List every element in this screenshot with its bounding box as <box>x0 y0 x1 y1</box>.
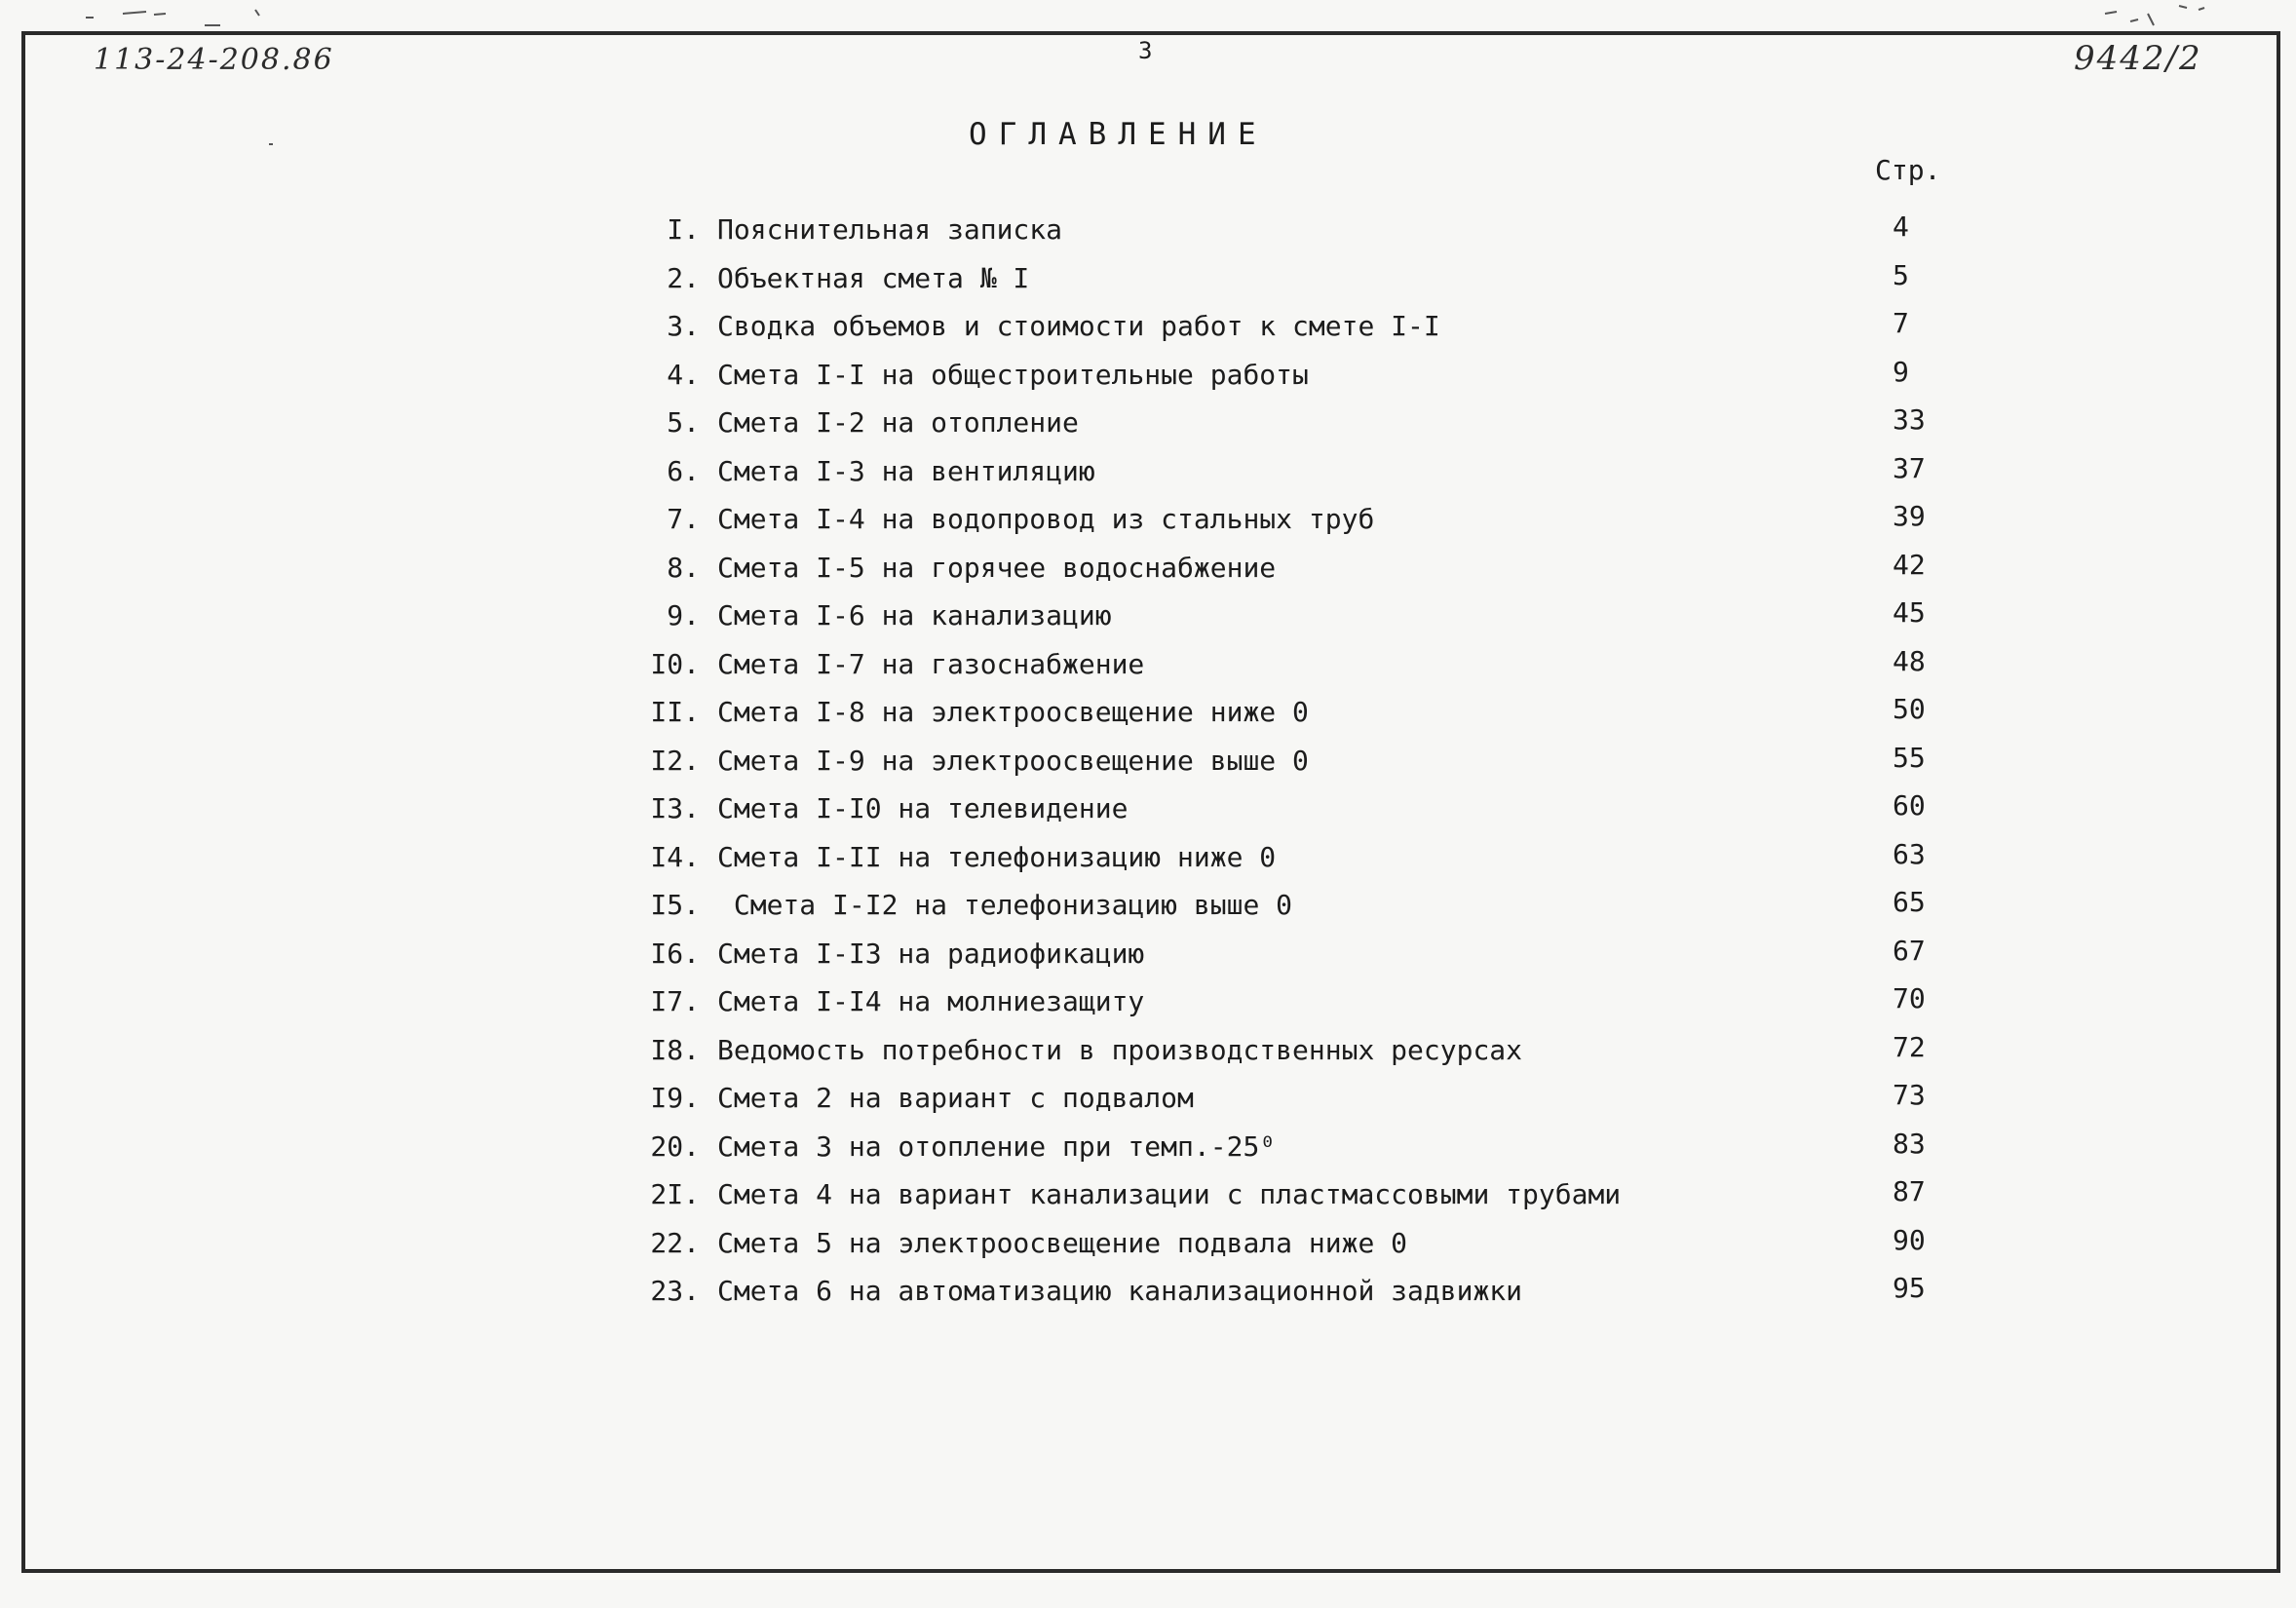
toc-item-page: 60 <box>1893 789 1926 822</box>
page-column-header: Стр. <box>1875 154 1941 186</box>
toc-item-page: 39 <box>1893 500 1926 532</box>
toc-item-number: I7. <box>650 985 700 1017</box>
toc-item-title: Смета I-I3 на радиофикацию <box>717 937 1145 970</box>
toc-row <box>624 1270 1969 1319</box>
toc-row <box>624 402 1969 450</box>
toc-item-title: Смета I-9 на электроосвещение выше 0 <box>717 744 1309 777</box>
toc-item-title: Смета 6 на автоматизацию канализационной задвижки <box>717 1275 1523 1307</box>
toc-row <box>624 354 1969 402</box>
toc-item-page: 42 <box>1893 548 1926 581</box>
toc-item-page: 33 <box>1893 403 1926 436</box>
toc-item-page: 37 <box>1893 451 1926 484</box>
toc-item-number: I3. <box>650 792 700 824</box>
toc-item-number: I. <box>667 213 700 246</box>
toc-row <box>624 933 1969 981</box>
toc-item-number: 2. <box>667 261 700 294</box>
toc-row <box>624 836 1969 885</box>
toc-item-title: Смета 3 на отопление при темп.-25⁰ <box>717 1129 1277 1163</box>
toc-item-page: 90 <box>1893 1223 1926 1256</box>
toc-row <box>624 1077 1969 1126</box>
toc-item-title: Смета 5 на электроосвещение подвала ниже 0 <box>717 1226 1408 1259</box>
toc-item-number: 4. <box>667 358 700 391</box>
toc-row <box>624 787 1969 836</box>
toc-item-title: Смета I-I2 на телефонизацию выше 0 <box>717 889 1293 921</box>
toc-item-page: 73 <box>1893 1079 1926 1111</box>
toc-item-page: 63 <box>1893 837 1926 870</box>
toc-item-title: Смета I-I0 на телевидение <box>717 792 1129 824</box>
toc-item-title: Смета I-6 на канализацию <box>717 599 1112 632</box>
toc-item-number: I6. <box>650 937 700 970</box>
toc-item-title: Ведомость потребности в производственных ресурсах <box>717 1033 1523 1066</box>
toc-row <box>624 980 1969 1029</box>
toc-item-page: 65 <box>1893 886 1926 918</box>
toc-row <box>624 305 1969 354</box>
toc-item-page: 55 <box>1893 741 1926 774</box>
toc-row <box>624 257 1969 306</box>
toc-item-title: Смета I-5 на горячее водоснабжение <box>717 551 1277 584</box>
page-number: 3 <box>1138 37 1153 64</box>
toc-item-title: Смета I-2 на отопление <box>717 406 1079 439</box>
toc-item-number: II. <box>650 696 700 728</box>
toc-item-title: Смета I-7 на газоснабжение <box>717 647 1145 680</box>
toc-item-number: 7. <box>667 503 700 535</box>
toc-row <box>624 594 1969 643</box>
toc-item-page: 5 <box>1893 258 1909 291</box>
toc-item-number: 8. <box>667 551 700 584</box>
toc-item-number: 5. <box>667 406 700 439</box>
toc-item-title: Смета I-3 на вентиляцию <box>717 454 1095 487</box>
toc-item-number: 9. <box>667 599 700 632</box>
toc-item-title: Объектная смета № I <box>717 261 1030 294</box>
toc-row <box>624 1222 1969 1271</box>
toc-item-number: 22. <box>650 1226 700 1259</box>
toc-row <box>624 691 1969 740</box>
toc-item-page: 9 <box>1893 355 1909 388</box>
toc-item-number: 23. <box>650 1275 700 1307</box>
toc-row <box>624 1029 1969 1078</box>
toc-item-page: 72 <box>1893 1030 1926 1063</box>
toc-item-page: 48 <box>1893 644 1926 677</box>
toc-item-number: 3. <box>667 310 700 342</box>
toc-item-page: 83 <box>1893 1127 1926 1160</box>
toc-row <box>624 547 1969 595</box>
toc-item-page: 50 <box>1893 693 1926 725</box>
toc-item-page: 67 <box>1893 934 1926 967</box>
toc-item-title: Сводка объемов и стоимости работ к смете I-I <box>717 310 1440 342</box>
toc-item-title: Пояснительная записка <box>717 213 1063 246</box>
toc-item-title: Смета I-8 на электроосвещение ниже 0 <box>717 696 1309 728</box>
toc-item-number: I2. <box>650 744 700 777</box>
toc-row <box>624 643 1969 692</box>
toc-row <box>624 1173 1969 1222</box>
page-title: ОГЛАВЛЕНИЕ <box>969 117 1268 152</box>
toc-item-page: 4 <box>1893 211 1909 243</box>
table-of-contents <box>624 209 1969 1319</box>
toc-row <box>624 740 1969 788</box>
toc-item-page: 7 <box>1893 307 1909 339</box>
toc-row <box>624 450 1969 499</box>
toc-item-page: 70 <box>1893 982 1926 1015</box>
toc-item-page: 95 <box>1893 1272 1926 1304</box>
toc-item-number: I4. <box>650 840 700 873</box>
toc-item-title: Смета I-4 на водопровод из стальных труб <box>717 503 1375 535</box>
toc-row <box>624 209 1969 257</box>
toc-row <box>624 884 1969 933</box>
toc-item-page: 87 <box>1893 1175 1926 1207</box>
toc-row <box>624 498 1969 547</box>
toc-item-number: I0. <box>650 647 700 680</box>
toc-item-title: Смета I-I на общестроительные работы <box>717 358 1309 391</box>
toc-item-title: Смета 4 на вариант канализации с пластмассовыми трубами <box>717 1178 1622 1210</box>
toc-item-page: 45 <box>1893 596 1926 629</box>
toc-item-number: I9. <box>650 1082 700 1114</box>
toc-item-title: Смета I-II на телефонизацию ниже 0 <box>717 840 1277 873</box>
toc-item-number: I8. <box>650 1033 700 1066</box>
document-code: 113-24-208.86 <box>94 43 334 77</box>
toc-item-number: 6. <box>667 454 700 487</box>
toc-item-title: Смета I-I4 на молниезащиту <box>717 985 1145 1017</box>
toc-row <box>624 1126 1969 1174</box>
toc-item-number: I5. <box>650 889 700 921</box>
toc-item-title: Смета 2 на вариант с подвалом <box>717 1082 1194 1114</box>
archive-number: 9442/2 <box>2074 39 2202 78</box>
toc-item-number: 20. <box>650 1129 700 1163</box>
toc-item-number: 2I. <box>650 1178 700 1210</box>
